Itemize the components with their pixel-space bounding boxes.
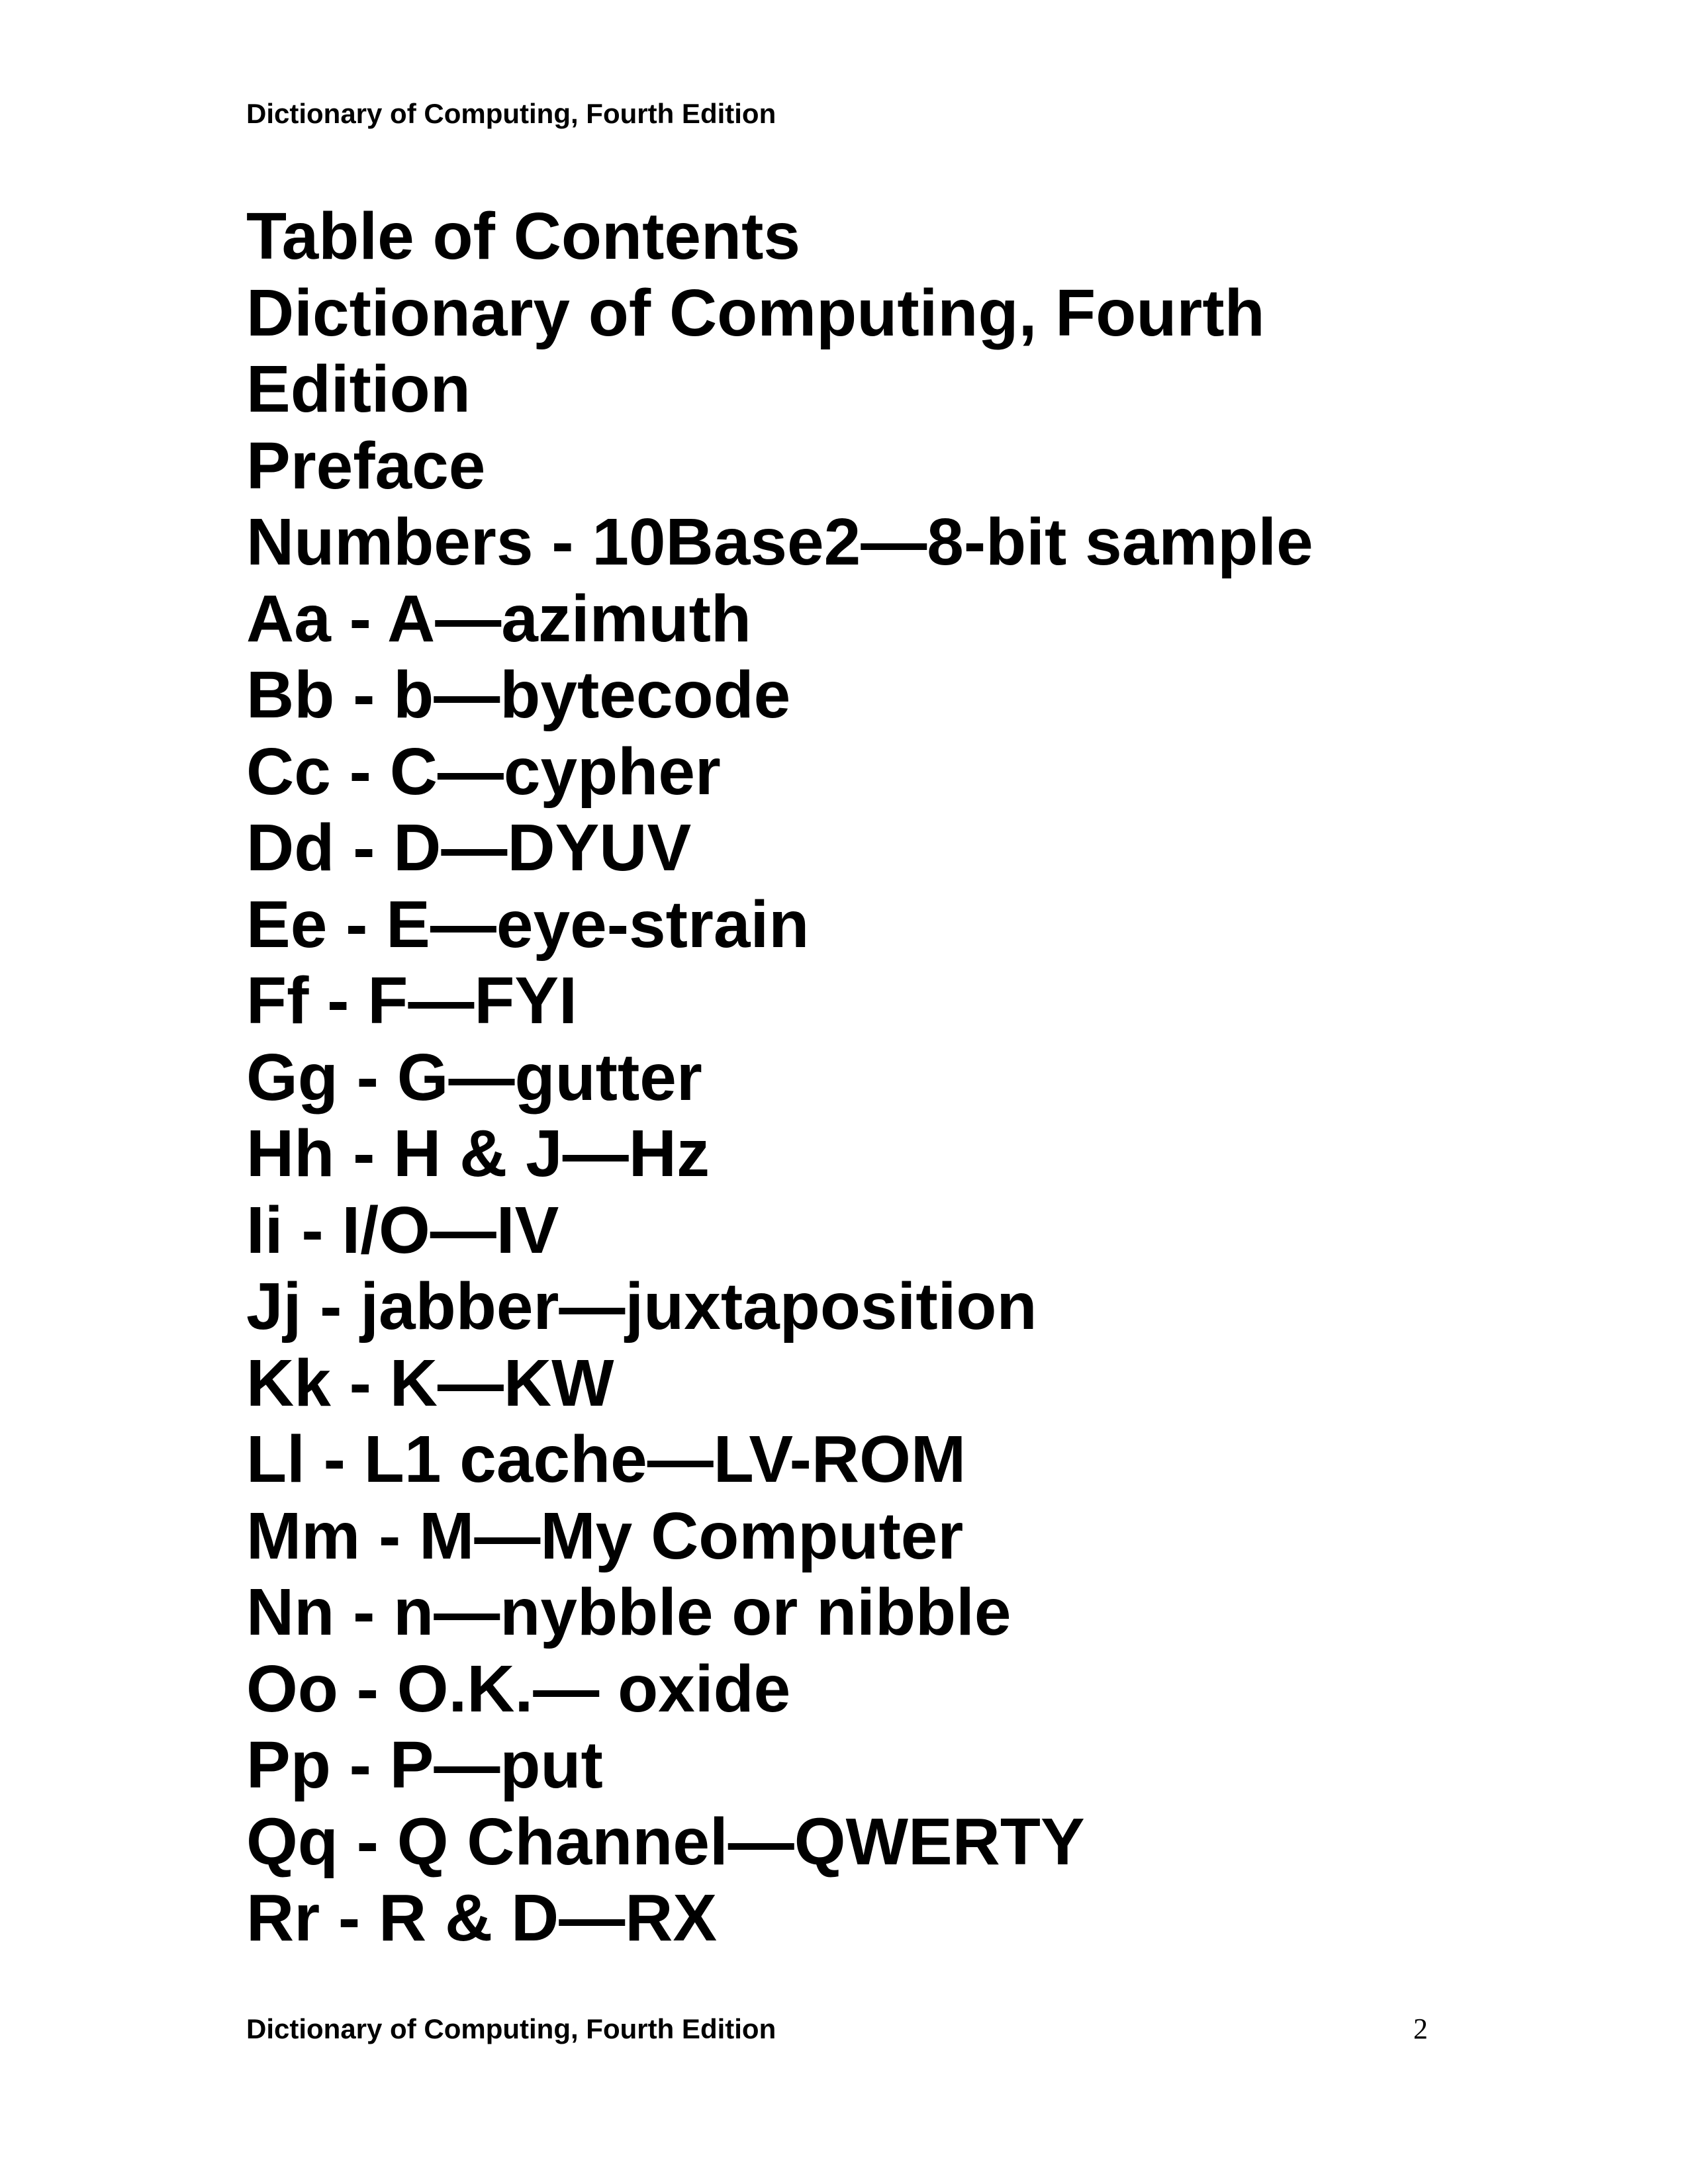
toc-entry-r[interactable]: Rr - R & D—RX xyxy=(246,1881,718,1955)
toc-entry-preface[interactable]: Preface xyxy=(246,428,486,503)
toc-heading: Table of Contents xyxy=(246,199,801,273)
toc-entry-n[interactable]: Nn - n—nybble or nibble xyxy=(246,1575,1011,1649)
toc-entry-numbers[interactable]: Numbers - 10Base2—8-bit sample xyxy=(246,505,1313,579)
toc-entry-g[interactable]: Gg - G—gutter xyxy=(246,1040,702,1115)
toc-entry-e[interactable]: Ee - E—eye-strain xyxy=(246,887,810,962)
page-number: 2 xyxy=(1413,2013,1428,2045)
toc-entry-j[interactable]: Jj - jabber—juxtaposition xyxy=(246,1269,1037,1343)
table-of-contents xyxy=(246,199,1438,1957)
toc-book-title-line-2[interactable]: Edition xyxy=(246,352,471,426)
toc-entry-k[interactable]: Kk - K—KW xyxy=(246,1345,614,1420)
toc-entry-h[interactable]: Hh - H & J—Hz xyxy=(246,1116,710,1191)
toc-entry-l[interactable]: Ll - L1 cache—LV-ROM xyxy=(246,1422,966,1496)
toc-entry-o[interactable]: Oo - O.K.— oxide xyxy=(246,1651,791,1726)
toc-book-title-line-1[interactable]: Dictionary of Computing, Fourth xyxy=(246,275,1265,350)
toc-entry-d[interactable]: Dd - D—DYUV xyxy=(246,811,692,885)
toc-entry-m[interactable]: Mm - M—My Computer xyxy=(246,1498,964,1573)
running-header: Dictionary of Computing, Fourth Edition xyxy=(246,98,776,129)
toc-entry-i[interactable]: Ii - I/O—IV xyxy=(246,1193,559,1267)
toc-entry-a[interactable]: Aa - A—azimuth xyxy=(246,581,751,656)
toc-entry-q[interactable]: Qq - Q Channel—QWERTY xyxy=(246,1804,1085,1879)
toc-entry-f[interactable]: Ff - F—FYI xyxy=(246,964,577,1038)
toc-entry-c[interactable]: Cc - C—cypher xyxy=(246,734,721,809)
running-footer: Dictionary of Computing, Fourth Edition xyxy=(246,2013,776,2044)
toc-entry-b[interactable]: Bb - b—bytecode xyxy=(246,658,791,732)
toc-entry-p[interactable]: Pp - P—put xyxy=(246,1728,603,1802)
